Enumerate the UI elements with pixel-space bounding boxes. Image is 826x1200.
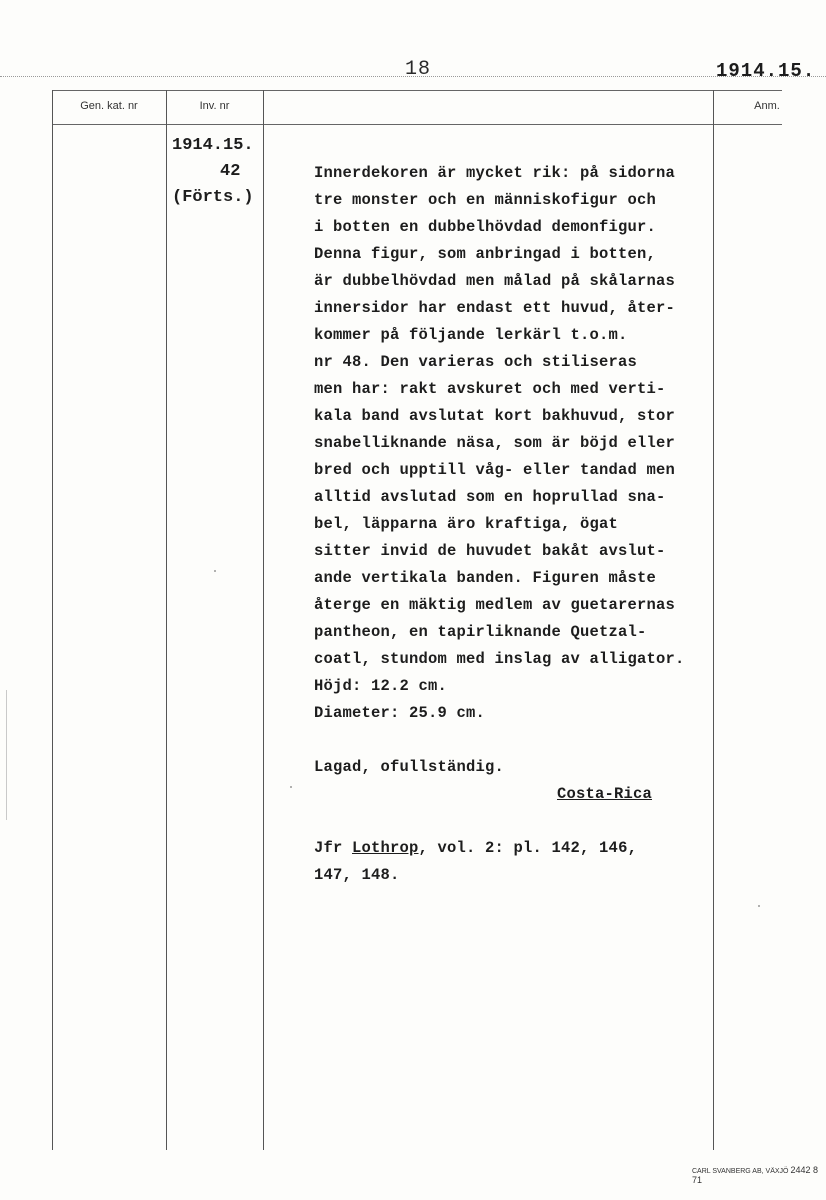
entry-line: sitter invid de huvudet bakåt avslut-	[314, 542, 666, 560]
record-code: 1914.15.	[716, 60, 816, 82]
col-divider-inv-text	[263, 90, 264, 1150]
col-divider-text-anm	[713, 90, 714, 1150]
printer-name: CARL SVANBERG AB, VÄXJÖ	[692, 1168, 789, 1175]
origin-country: Costa-Rica	[557, 785, 653, 803]
reference-plates: , vol. 2: pl. 142, 146,	[418, 839, 638, 857]
reference-line	[314, 835, 637, 862]
entry-line: innersidor har endast ett huvud, åter-	[314, 299, 676, 317]
entry-line: bred och upptill våg- eller tandad men	[314, 461, 676, 479]
entry-line: återge en mäktig medlem av guetarernas	[314, 596, 676, 614]
printer-imprint	[692, 1165, 826, 1185]
condition-note: Lagad, ofullständig.	[314, 758, 505, 776]
entry-line: men har: rakt avskuret och med verti-	[314, 380, 666, 398]
inventory-item-number: 42	[220, 162, 241, 181]
scan-speck	[758, 905, 760, 907]
entry-line: pantheon, en tapirliknande Quetzal-	[314, 623, 647, 641]
entry-line: är dubbelhövdad men målad på skålarnas	[314, 272, 676, 290]
entry-line: alltid avslutad som en hoprullad sna-	[314, 488, 666, 506]
table-top-rule	[52, 90, 782, 91]
column-header-gen-kat: Gen. kat. nr	[80, 100, 138, 112]
diameter-measurement: Diameter: 25.9 cm.	[314, 704, 486, 722]
inventory-number	[172, 133, 254, 211]
inventory-continued: (Förts.)	[172, 188, 254, 207]
column-header-inv: Inv. nr	[199, 100, 230, 112]
form-code: 2442 8 71	[692, 1165, 818, 1185]
reference-prefix: Jfr	[314, 839, 353, 857]
column-header-anm: Anm.	[754, 100, 780, 112]
col-divider-gen-inv	[166, 90, 167, 1150]
scan-speck	[290, 786, 292, 788]
scan-edge-mark	[6, 690, 7, 820]
entry-line: kala band avslutat kort bakhuvud, stor	[314, 407, 676, 425]
entry-line: Denna figur, som anbringad i botten,	[314, 245, 657, 263]
reference-author: Lothrop	[352, 839, 419, 857]
entry-line: tre monster och en människofigur och	[314, 191, 657, 209]
entry-line: i botten en dubbelhövdad demonfigur.	[314, 218, 657, 236]
height-measurement: Höjd: 12.2 cm.	[314, 677, 448, 695]
left-border	[52, 90, 53, 1150]
table-header-rule	[52, 124, 782, 125]
page-number: 18	[405, 58, 432, 81]
entry-line: Innerdekoren är mycket rik: på sidorna	[314, 164, 676, 182]
inventory-year: 1914.15.	[172, 136, 254, 155]
entry-line: ande vertikala banden. Figuren måste	[314, 569, 657, 587]
scan-speck	[214, 570, 216, 572]
reference-line-continued: 147, 148.	[314, 866, 400, 884]
header-dotted-rule	[0, 76, 826, 77]
entry-line: nr 48. Den varieras och stiliseras	[314, 353, 638, 371]
entry-line: snabelliknande näsa, som är böjd eller	[314, 434, 676, 452]
entry-line: kommer på följande lerkärl t.o.m.	[314, 326, 628, 344]
entry-line: bel, läpparna äro kraftiga, ögat	[314, 515, 619, 533]
entry-line: coatl, stundom med inslag av alligator.	[314, 650, 685, 668]
